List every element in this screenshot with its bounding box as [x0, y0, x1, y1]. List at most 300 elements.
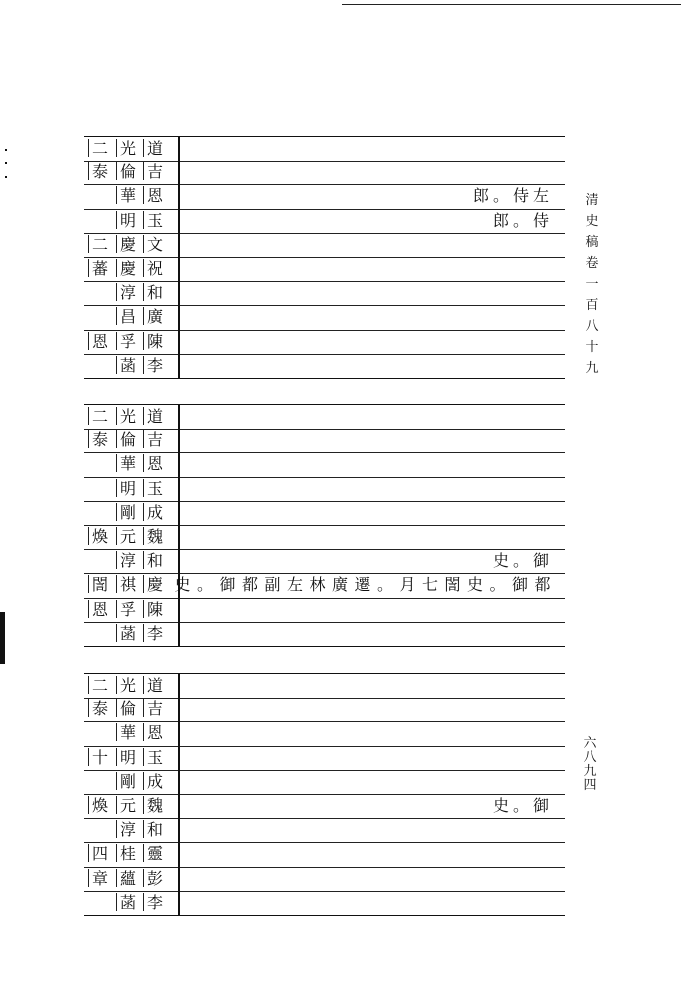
name-char-text: 李	[147, 623, 164, 643]
name-char-text: 二	[92, 234, 109, 254]
name-char	[143, 453, 163, 475]
name-char-text: 和	[147, 820, 164, 840]
side-title-char: 稿	[585, 235, 599, 250]
bracket-mark	[88, 676, 89, 694]
bracket-mark	[116, 699, 117, 717]
bracket-mark	[116, 211, 117, 229]
bracket-mark	[116, 162, 117, 180]
name-char	[143, 698, 163, 720]
bracket-mark	[143, 139, 144, 157]
name-char-text: 成	[147, 502, 164, 522]
name-char-text: 恩	[147, 186, 164, 206]
bracket-mark	[143, 796, 144, 814]
name-char-text: 華	[120, 723, 137, 743]
table-row	[84, 818, 565, 843]
table-row	[84, 136, 565, 162]
bracket-mark	[143, 259, 144, 277]
name-char	[116, 234, 136, 256]
name-char-text: 淳	[120, 820, 137, 840]
name-char	[143, 185, 163, 207]
bracket-mark	[143, 869, 144, 887]
page-number-char: 四	[583, 778, 597, 793]
name-char	[143, 771, 163, 793]
table-row	[84, 673, 565, 699]
column-divider	[178, 867, 180, 891]
name-char	[143, 355, 163, 377]
column-divider	[178, 674, 180, 698]
name-char-text: 明	[120, 478, 137, 498]
bracket-mark	[88, 748, 89, 766]
bracket-mark	[116, 356, 117, 374]
side-title-char: 八	[585, 319, 599, 334]
row-annotation: 史。御都副左林廣遷。月七誾史。御都	[174, 575, 557, 595]
name-char-text: 菡	[120, 355, 137, 375]
name-char	[143, 574, 163, 596]
name-char-text: 光	[120, 676, 137, 695]
name-char	[116, 429, 136, 451]
name-char-text: 恩	[92, 599, 109, 619]
bracket-mark	[143, 430, 144, 448]
bracket-mark	[88, 699, 89, 717]
table-row	[84, 428, 565, 453]
name-char	[116, 161, 136, 183]
name-char-text: 吉	[147, 430, 164, 450]
name-char	[116, 306, 136, 328]
table-row	[84, 233, 565, 258]
name-char-text: 孚	[120, 599, 137, 619]
name-char	[88, 747, 108, 769]
name-char-text: 恩	[147, 454, 164, 474]
name-char-text: 昌	[120, 307, 137, 327]
name-char	[116, 478, 136, 500]
bracket-mark	[116, 723, 117, 741]
name-char-text: 慶	[120, 234, 137, 254]
name-char	[143, 747, 163, 769]
name-char-text: 泰	[92, 699, 109, 719]
name-char	[143, 795, 163, 817]
bracket-mark	[143, 235, 144, 253]
bracket-mark	[116, 624, 117, 642]
bracket-mark	[88, 844, 89, 862]
bracket-mark	[143, 211, 144, 229]
name-char-text: 道	[147, 139, 164, 158]
column-divider	[178, 697, 180, 721]
name-char	[88, 138, 108, 160]
bracket-mark	[143, 600, 144, 618]
name-char	[116, 747, 136, 769]
name-char	[88, 331, 108, 353]
name-char-text: 明	[120, 210, 137, 230]
row-annotation: 郎。侍	[492, 210, 553, 230]
page-number	[578, 737, 602, 793]
column-divider	[178, 305, 180, 329]
name-char	[116, 185, 136, 207]
name-char	[143, 258, 163, 280]
bracket-mark	[116, 893, 117, 911]
column-divider	[178, 330, 180, 354]
name-char	[116, 502, 136, 524]
table-row	[84, 525, 565, 550]
table-row	[84, 209, 565, 234]
name-char-text: 華	[120, 186, 137, 206]
name-char-text: 泰	[92, 162, 109, 182]
bracket-mark	[88, 162, 89, 180]
bracket-mark	[116, 503, 117, 521]
bracket-mark	[143, 186, 144, 204]
name-char-text: 淳	[120, 551, 137, 571]
column-divider	[178, 622, 180, 646]
name-char-text: 淳	[120, 283, 137, 303]
table-row	[84, 867, 565, 892]
name-char	[116, 868, 136, 890]
table-row	[84, 477, 565, 502]
name-char-text: 蕃	[92, 259, 109, 278]
side-title-char: 一	[585, 277, 599, 292]
name-char-text: 玉	[147, 747, 164, 767]
column-divider	[178, 818, 180, 842]
bracket-mark	[88, 139, 89, 157]
scan-dot	[5, 176, 7, 178]
bracket-mark	[143, 723, 144, 741]
name-char	[143, 892, 163, 914]
column-divider	[178, 405, 180, 429]
name-char-text: 李	[147, 892, 164, 912]
bracket-mark	[143, 893, 144, 911]
name-char-text: 吉	[147, 162, 164, 182]
column-divider	[178, 452, 180, 476]
name-char	[88, 574, 108, 596]
name-char-text: 李	[147, 355, 164, 375]
bracket-mark	[116, 454, 117, 472]
bracket-mark	[116, 575, 117, 593]
name-char	[88, 406, 108, 428]
bracket-mark	[88, 235, 89, 253]
bracket-mark	[116, 479, 117, 497]
bracket-mark	[143, 551, 144, 569]
bracket-mark	[116, 600, 117, 618]
name-char	[143, 478, 163, 500]
name-char-text: 玉	[147, 478, 164, 498]
name-char-text: 章	[92, 868, 109, 888]
column-divider	[178, 281, 180, 305]
bracket-mark	[143, 162, 144, 180]
name-char	[116, 282, 136, 304]
name-char	[143, 550, 163, 572]
name-char	[143, 161, 163, 183]
side-title-char: 十	[585, 340, 599, 355]
table-row	[84, 452, 565, 477]
bracket-mark	[116, 551, 117, 569]
bracket-mark	[116, 527, 117, 545]
name-char	[116, 819, 136, 841]
name-char-text: 光	[120, 407, 137, 426]
table-row	[84, 404, 565, 430]
column-divider	[178, 160, 180, 184]
name-char	[116, 771, 136, 793]
name-char-text: 道	[147, 676, 164, 695]
column-divider	[178, 721, 180, 745]
table-row	[84, 330, 565, 355]
table-row	[84, 573, 565, 598]
bracket-mark	[88, 575, 89, 593]
name-char-text: 恩	[147, 723, 164, 743]
side-title-char: 九	[585, 361, 599, 376]
name-char-text: 煥	[92, 527, 109, 546]
bracket-mark	[88, 796, 89, 814]
column-divider	[178, 746, 180, 770]
name-char	[116, 722, 136, 744]
name-char-text: 元	[120, 527, 137, 546]
row-annotation: 史。御	[492, 796, 553, 815]
name-char	[88, 698, 108, 720]
name-char	[116, 623, 136, 645]
name-char-text: 元	[120, 796, 137, 815]
bracket-mark	[116, 307, 117, 325]
name-char	[116, 574, 136, 596]
table-section	[84, 404, 565, 648]
name-char-text: 和	[147, 551, 164, 571]
bracket-mark	[116, 869, 117, 887]
name-char-text: 蘊	[120, 868, 137, 888]
name-char	[88, 258, 108, 280]
bracket-mark	[88, 869, 89, 887]
name-char-text: 靈	[147, 844, 164, 864]
column-divider	[178, 354, 180, 378]
name-char	[88, 843, 108, 865]
name-char-text: 陳	[147, 599, 164, 619]
name-char	[143, 599, 163, 621]
name-char-text: 倫	[120, 162, 137, 182]
name-char	[143, 819, 163, 841]
column-divider	[178, 891, 180, 915]
bracket-mark	[143, 479, 144, 497]
name-char	[116, 550, 136, 572]
name-char-text: 二	[92, 139, 109, 158]
name-char	[143, 502, 163, 524]
name-char	[116, 675, 136, 697]
name-char	[143, 526, 163, 548]
column-divider	[178, 209, 180, 233]
name-char	[116, 843, 136, 865]
column-divider	[178, 794, 180, 818]
bracket-mark	[116, 283, 117, 301]
table-row	[84, 770, 565, 795]
name-char-text: 菡	[120, 892, 137, 912]
name-char	[143, 843, 163, 865]
column-divider	[178, 770, 180, 794]
bracket-mark	[88, 527, 89, 545]
name-char-text: 菡	[120, 623, 137, 643]
column-divider	[178, 233, 180, 257]
name-char	[116, 892, 136, 914]
page-number-char: 六	[583, 736, 597, 751]
name-char	[116, 795, 136, 817]
name-char	[116, 210, 136, 232]
bracket-mark	[116, 139, 117, 157]
bracket-mark	[116, 430, 117, 448]
name-char-text: 剛	[120, 771, 137, 791]
bracket-mark	[116, 844, 117, 862]
name-char	[88, 429, 108, 451]
bracket-mark	[88, 259, 89, 277]
column-divider	[178, 598, 180, 622]
name-char	[116, 355, 136, 377]
table-row	[84, 281, 565, 306]
row-annotation: 郎。侍左	[472, 186, 553, 206]
table-row	[84, 721, 565, 746]
column-divider	[178, 137, 180, 161]
name-char-text: 道	[147, 407, 164, 426]
page-number-char: 九	[583, 764, 597, 779]
bracket-mark	[143, 356, 144, 374]
name-char	[88, 161, 108, 183]
name-char	[143, 406, 163, 428]
name-char-text: 桂	[120, 844, 137, 864]
name-char	[143, 722, 163, 744]
bracket-mark	[143, 844, 144, 862]
name-char-text: 文	[147, 234, 164, 254]
table-row	[84, 598, 565, 623]
column-divider	[178, 477, 180, 501]
name-char-text: 彭	[147, 868, 164, 888]
name-char	[116, 331, 136, 353]
table-row	[84, 622, 565, 647]
name-char-text: 祺	[120, 575, 137, 595]
bracket-mark	[143, 283, 144, 301]
name-char	[116, 258, 136, 280]
name-char-text: 倫	[120, 699, 137, 719]
bracket-mark	[116, 676, 117, 694]
table-row	[84, 501, 565, 526]
bracket-mark	[88, 407, 89, 425]
name-char-text: 泰	[92, 430, 109, 450]
bracket-mark	[143, 454, 144, 472]
name-char	[88, 526, 108, 548]
name-char	[116, 138, 136, 160]
name-char	[116, 453, 136, 475]
table-section	[84, 673, 565, 917]
name-char-text: 二	[92, 407, 109, 426]
name-char-text: 光	[120, 139, 137, 158]
table-row	[84, 842, 565, 867]
name-char-text: 魏	[147, 527, 164, 546]
bracket-mark	[116, 796, 117, 814]
name-char-text: 剛	[120, 502, 137, 522]
name-char	[143, 429, 163, 451]
bracket-mark	[88, 430, 89, 448]
bracket-mark	[143, 699, 144, 717]
table-row	[84, 746, 565, 771]
column-divider	[178, 549, 180, 573]
name-char	[88, 675, 108, 697]
page-number-char: 八	[583, 750, 597, 765]
name-char	[88, 868, 108, 890]
name-char	[88, 234, 108, 256]
bracket-mark	[143, 624, 144, 642]
name-char	[143, 234, 163, 256]
name-char-text: 倫	[120, 430, 137, 450]
table-row	[84, 549, 565, 574]
name-char	[116, 599, 136, 621]
bracket-mark	[116, 332, 117, 350]
table-row	[84, 794, 565, 819]
name-char	[143, 675, 163, 697]
table-section	[84, 136, 565, 380]
name-char-text: 誾	[92, 575, 109, 595]
name-char	[143, 331, 163, 353]
side-title-char: 卷	[585, 256, 599, 271]
bracket-mark	[116, 748, 117, 766]
name-char-text: 祝	[147, 259, 164, 278]
column-divider	[178, 842, 180, 866]
name-char-text: 四	[92, 844, 109, 864]
name-char-text: 慶	[147, 575, 164, 595]
table-row	[84, 305, 565, 330]
name-char	[116, 526, 136, 548]
side-title-char: 百	[585, 298, 599, 313]
top-rule	[342, 4, 681, 5]
scan-mark	[0, 612, 5, 664]
row-annotation: 史。御	[492, 551, 553, 571]
bracket-mark	[116, 186, 117, 204]
name-char-text: 十	[92, 747, 109, 767]
table-row	[84, 891, 565, 916]
bracket-mark	[143, 407, 144, 425]
side-title-char: 清	[585, 193, 599, 208]
bracket-mark	[143, 772, 144, 790]
bracket-mark	[143, 527, 144, 545]
name-char-text: 明	[120, 747, 137, 767]
bracket-mark	[143, 307, 144, 325]
name-char	[143, 306, 163, 328]
table-row	[84, 354, 565, 379]
name-char	[143, 138, 163, 160]
name-char	[143, 623, 163, 645]
side-title-char: 史	[585, 214, 599, 229]
name-char-text: 華	[120, 454, 137, 474]
bracket-mark	[116, 259, 117, 277]
bracket-mark	[143, 748, 144, 766]
column-divider	[178, 257, 180, 281]
name-char	[88, 795, 108, 817]
bracket-mark	[116, 820, 117, 838]
name-char	[143, 210, 163, 232]
bracket-mark	[116, 772, 117, 790]
table-row	[84, 257, 565, 282]
name-char-text: 陳	[147, 331, 164, 351]
name-char	[116, 406, 136, 428]
column-divider	[178, 184, 180, 208]
bracket-mark	[143, 676, 144, 694]
name-char-text: 慶	[120, 259, 137, 278]
name-char	[88, 599, 108, 621]
name-char-text: 煥	[92, 796, 109, 815]
bracket-mark	[143, 575, 144, 593]
scan-dot	[5, 162, 7, 164]
bracket-mark	[88, 600, 89, 618]
column-divider	[178, 501, 180, 525]
table-row	[84, 160, 565, 185]
name-char-text: 廣	[147, 307, 164, 327]
table-row	[84, 184, 565, 209]
side-title	[582, 190, 602, 379]
table-row	[84, 697, 565, 722]
name-char-text: 玉	[147, 210, 164, 230]
name-char-text: 魏	[147, 796, 164, 815]
name-char	[116, 698, 136, 720]
name-char	[143, 868, 163, 890]
scan-dot	[5, 149, 7, 151]
